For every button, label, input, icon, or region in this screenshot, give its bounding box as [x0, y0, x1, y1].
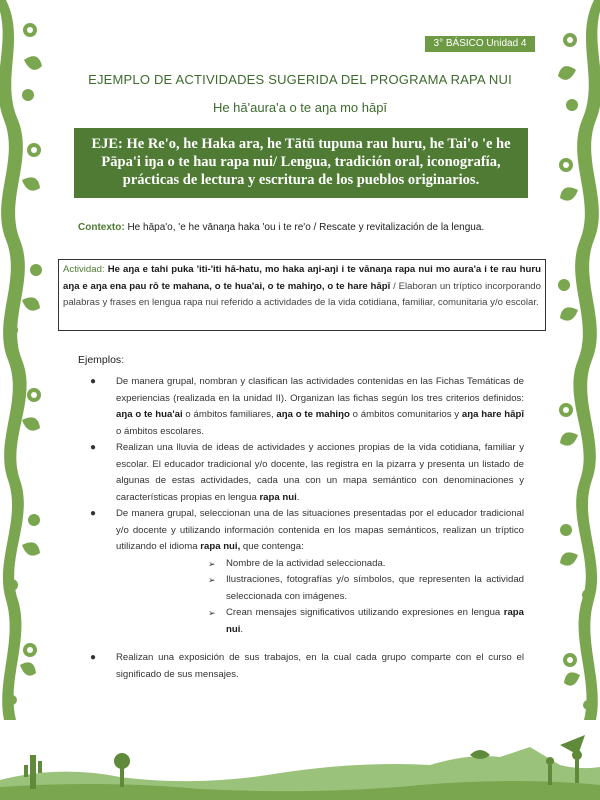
ejemplos-colon: :: [121, 354, 125, 366]
arrow-bullet-icon: ➢: [208, 575, 216, 585]
page-subtitle: He hā'aura'a o te aŋa mo hāpī: [212, 100, 388, 115]
left-decorative-border: [0, 0, 48, 800]
item-text: De manera grupal, nombran y clasifican las actividades contenidas en las Fichas Temáticas de experiencias (realizada en la unidad II). Organizan las fichas según los tres criterios definidos:: [116, 376, 524, 404]
sub-item-text: Nombre de la actividad seleccionada.: [226, 557, 386, 569]
actividad-label: Actividad:: [63, 264, 105, 275]
sub-item-bold: rapa nui: [226, 607, 524, 635]
contexto-label: Contexto:: [78, 222, 125, 233]
bullet-icon: ●: [90, 652, 97, 663]
sub-item-text: Ilustraciones, fotografías y/o símbolos, que representen la actividad seleccionada con imágenes.: [226, 574, 524, 602]
list-item: [84, 506, 524, 638]
bottom-landscape-illustration: [0, 725, 600, 800]
contexto-text: He hāpa'o, 'e he vānaŋa haka 'ou i te re'o / Rescate y revitalización de la lengua.: [127, 222, 485, 233]
item-bold: aŋa hare hāpī: [461, 409, 524, 420]
list-item: [84, 650, 524, 683]
bullet-icon: ●: [90, 376, 97, 387]
ejemplos-list: [84, 374, 524, 683]
item-bold: rapa nui: [259, 491, 297, 503]
page-title: EJEMPLO DE ACTIVIDADES SUGERIDA DEL PROGRAMA RAPA NUI: [88, 72, 512, 87]
eje-banner: [74, 128, 528, 198]
sub-list: [116, 556, 524, 639]
bullet-icon: ●: [90, 508, 97, 519]
item-bold: aŋa o te hua'ai: [116, 409, 183, 420]
bullet-icon: ●: [90, 442, 97, 453]
item-text: o ámbitos escolares.: [116, 425, 204, 437]
list-item: [84, 440, 524, 506]
actividad-box: [58, 259, 546, 331]
arrow-bullet-icon: ➢: [208, 608, 216, 618]
item-text: Realizan una lluvia de ideas de actividades y acciones propias de la vida cotidiana, familiar y escolar. El educador tradicional y/o docente, las registra en la pizarra y presenta un listado de algunas de estas actividades, cada una con un mapa semántico con denominaciones y características propias en lengua: [116, 442, 524, 503]
item-bold: rapa nui,: [200, 541, 241, 552]
item-bold: aŋa o te mahiŋo: [276, 409, 350, 420]
list-item: [84, 374, 524, 440]
eje-text: EJE: He Re'o, he Haka ara, he Tātū tupuna rau huru, he Tai'o 'e he Pāpa'i iŋa o te hau rapa nui/ Lengua, tradición oral, iconografía, prácticas de lectura y escritura de los pueblos originarios.: [91, 136, 511, 188]
arrow-bullet-icon: ➢: [208, 558, 216, 569]
ejemplos-heading: [78, 354, 124, 366]
sub-item-text: .: [240, 623, 244, 635]
ejemplos-label: Ejemplos: [78, 354, 122, 366]
actividad-rapa-nui-text: He aŋa e tahi puka 'iti-'iti hā-hatu, mo haka aŋi-aŋi i te vānaŋa rapa nui mo aura'a i te rau huru aŋa e aŋa ena pau rō te mahana, o te hua'ai, o te mahiŋo, o te hare hāpī: [63, 264, 541, 292]
sub-list-item: [208, 556, 524, 573]
actividad-spanish-text: / Elaboran un tríptico incorporando palabras y frases en lengua rapa nui referido a actividades de la vida cotidiana, familiar, comunitaria y/o escolar.: [63, 280, 541, 308]
right-decorative-border: [552, 0, 600, 800]
item-text: que contenga:: [240, 541, 304, 552]
sub-list-item: [208, 605, 524, 638]
item-text: .: [296, 491, 300, 503]
item-text: De manera grupal, seleccionan una de las situaciones presentadas por el educador tradicional y/o docente y utilizando información contenida en los mapas semánticos, realizan un tríptico utilizando el idioma: [116, 508, 524, 552]
contexto-line: [78, 222, 538, 233]
sub-item-text: Crean mensajes significativos utilizando expresiones en lengua: [226, 607, 504, 618]
item-text: Realizan una exposición de sus trabajos, en la cual cada grupo comparte con el curso el significado de sus mensajes.: [116, 652, 524, 680]
list-spacer: [84, 638, 524, 650]
item-text: o ámbitos comunitarios y: [349, 409, 462, 420]
sub-list-item: [208, 572, 524, 605]
item-text: o ámbitos familiares,: [182, 409, 277, 420]
unit-badge: 3° BÁSICO Unidad 4: [425, 36, 535, 52]
